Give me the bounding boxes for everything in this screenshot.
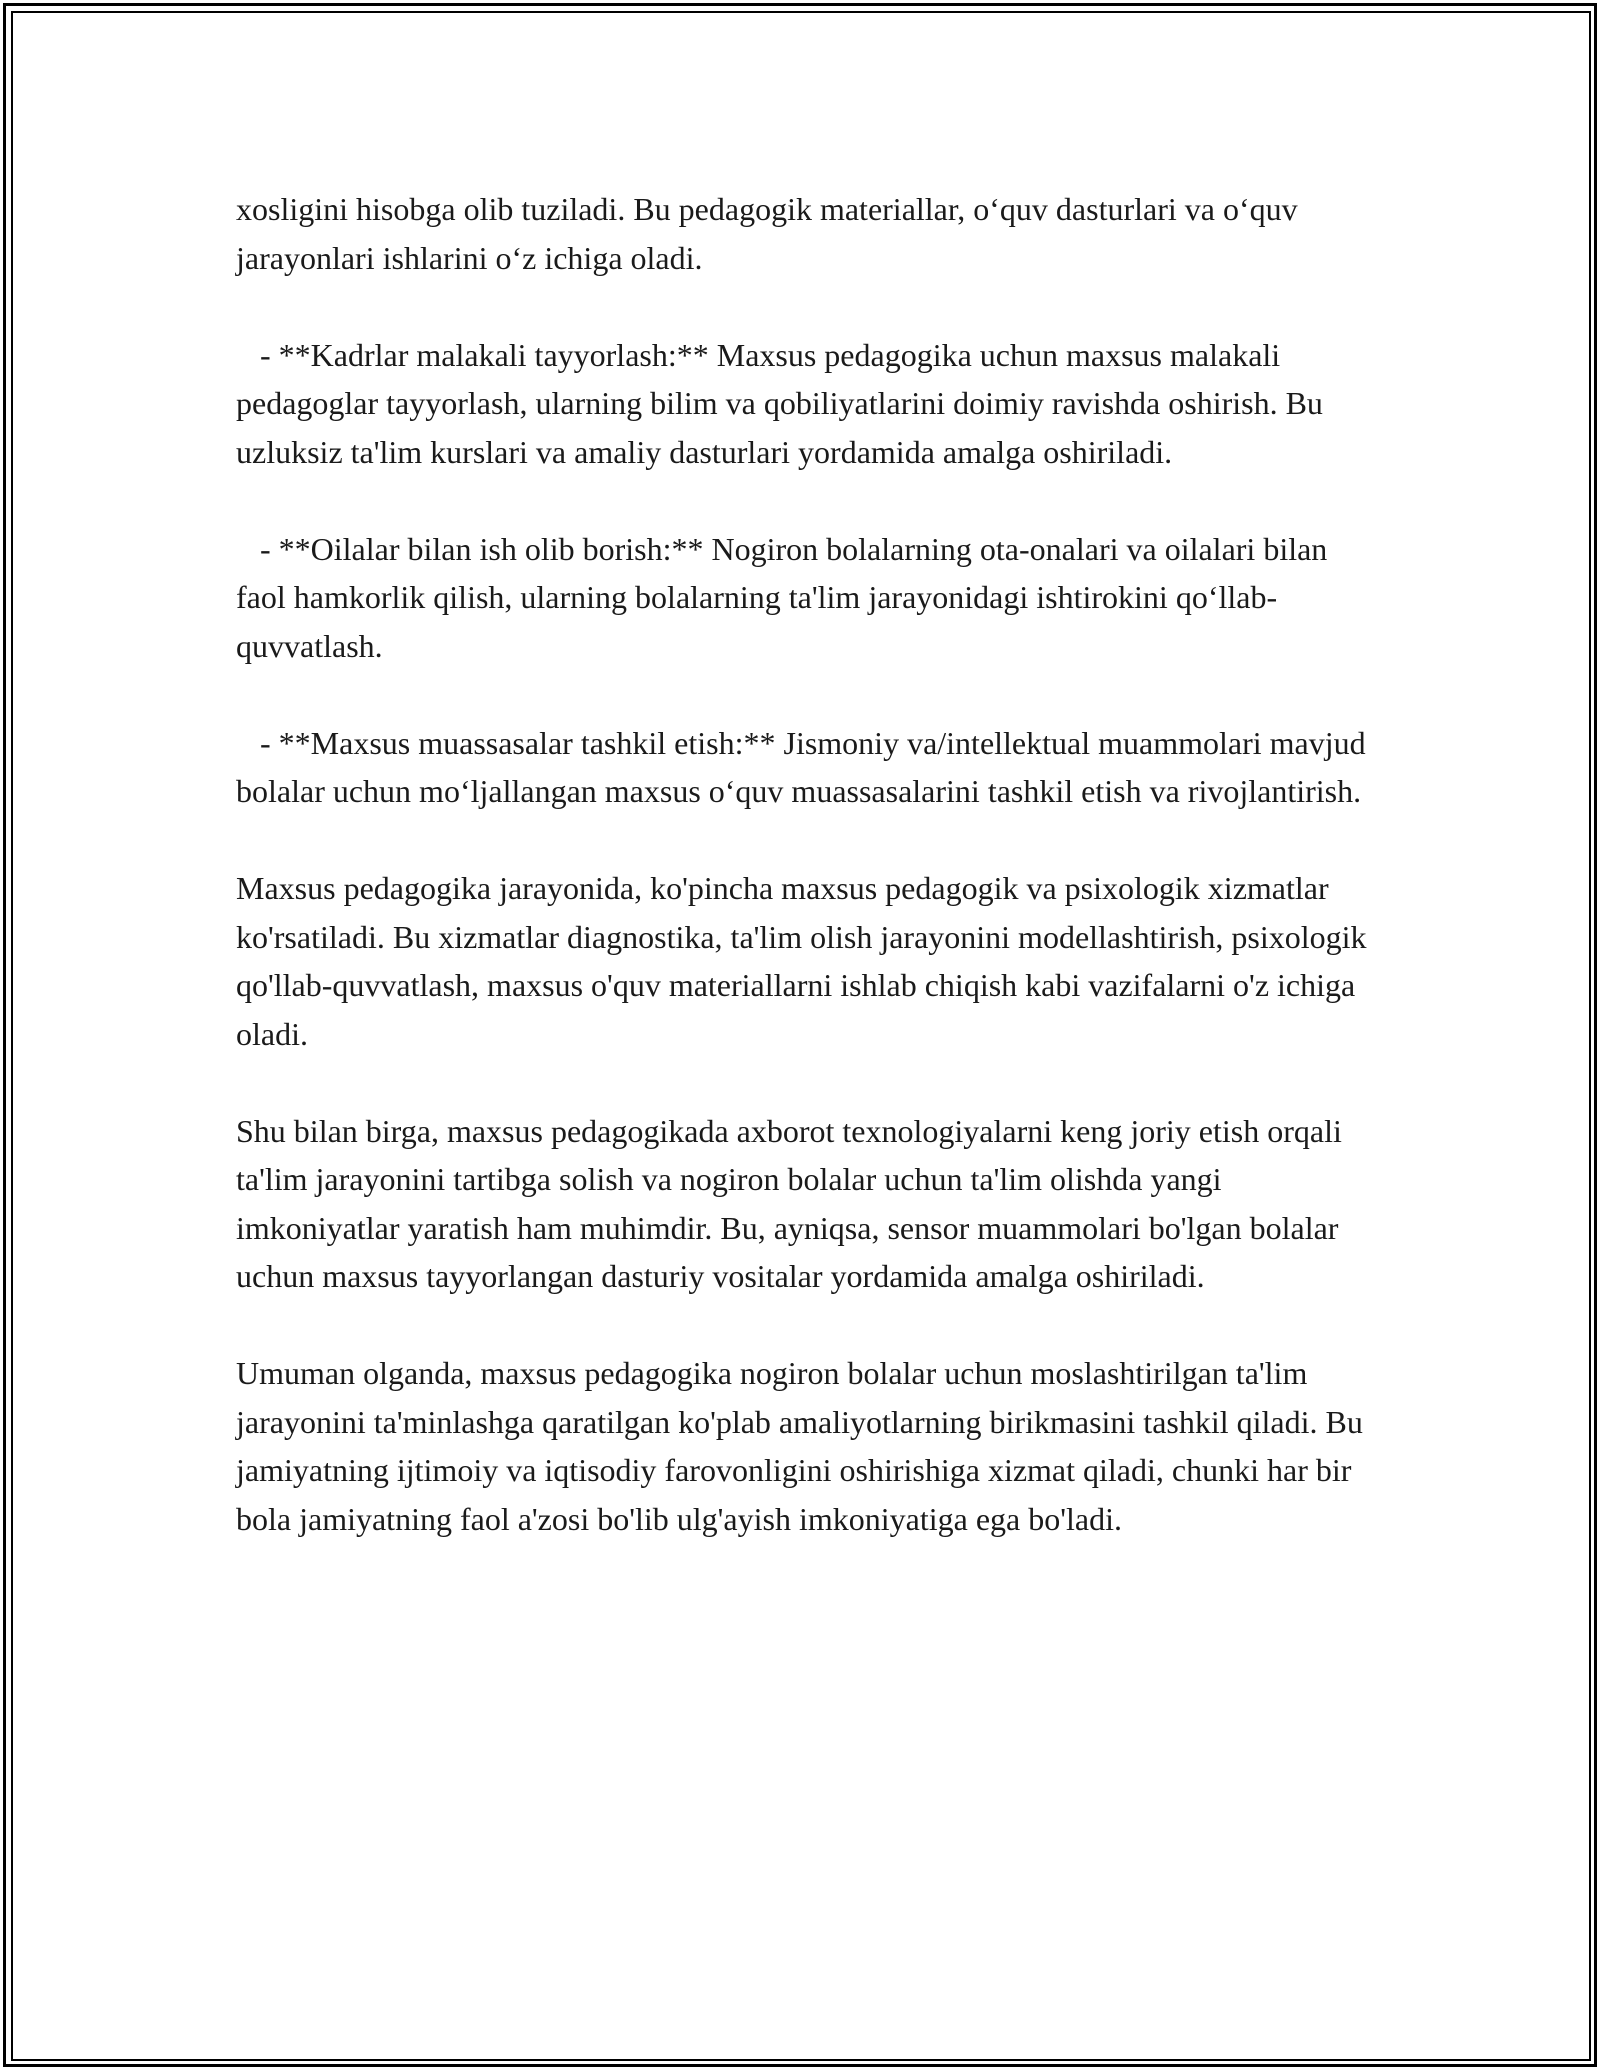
- paragraph-family-work: - **Oilalar bilan ish olib borish:** Nogiron bolalarning ota-onalari va oilalari bilan faol hamkorlik qilish, ularning bolalarning ta'lim jarayonidagi ishtirokini qo‘llab-quvvatlash.: [236, 530, 1336, 664]
- paragraph-special-institutions: - **Maxsus muassasalar tashkil etish:** Jismoniy va/intellektual muammolari mavjud bolalar uchun mo‘ljallangan maxsus o‘quv muassasalarini tashkil etish va rivojlantirish.: [236, 724, 1374, 809]
- paragraph-it-technologies: Shu bilan birga, maxsus pedagogikada axborot texnologiyalarni keng joriy etish orqali ta'lim jarayonini tartibga solish va nogiron bolalar uchun ta'lim olishda yangi imkoniyatlar yaratish ham muhimdir. Bu, ayniqsa, sensor muammolari bo'lgan bolalar uchun maxsus tayyorlangan dasturiy vositalar yordamida amalga oshiriladi.: [236, 1112, 1350, 1294]
- paragraph-conclusion: Umuman olganda, maxsus pedagogika nogiron bolalar uchun moslashtirilgan ta'lim jarayonini ta'minlashga qaratilgan ko'plab amaliyotlarning birikmasini tashkil qiladi. Bu jamiyatning ijtimoiy va iqtisodiy farovonligini oshirishiga xizmat qiladi, chunki har bir bola jamiyatning faol a'zosi bo'lib ulg'ayish imkoniyatiga ega bo'ladi.: [236, 1355, 1371, 1537]
- paragraph-continuation: xosligini hisobga olib tuziladi. Bu pedagogik materiallar, o‘quv dasturlari va o‘quv jarayonlari ishlarini o‘z ichiga oladi.: [236, 191, 1306, 276]
- paragraph-staff-training: - **Kadrlar malakali tayyorlash:** Maxsus pedagogika uchun maxsus malakali pedagoglar tayyorlash, ularning bilim va qobiliyatlarini doimiy ravishda oshirish. Bu uzluksiz ta'lim kurslari va amaliy dasturlari yordamida amalga oshiriladi.: [236, 336, 1331, 470]
- document-body: [236, 185, 1376, 1543]
- paragraph-services: Maxsus pedagogika jarayonida, ko'pincha maxsus pedagogik va psixologik xizmatlar ko'rsatiladi. Bu xizmatlar diagnostika, ta'lim olish jarayonini modellashtirish, psixologik qo'llab-quvvatlash, maxsus o'quv materiallarni ishlab chiqish kabi vazifalarni o'z ichiga oladi.: [236, 870, 1375, 1052]
